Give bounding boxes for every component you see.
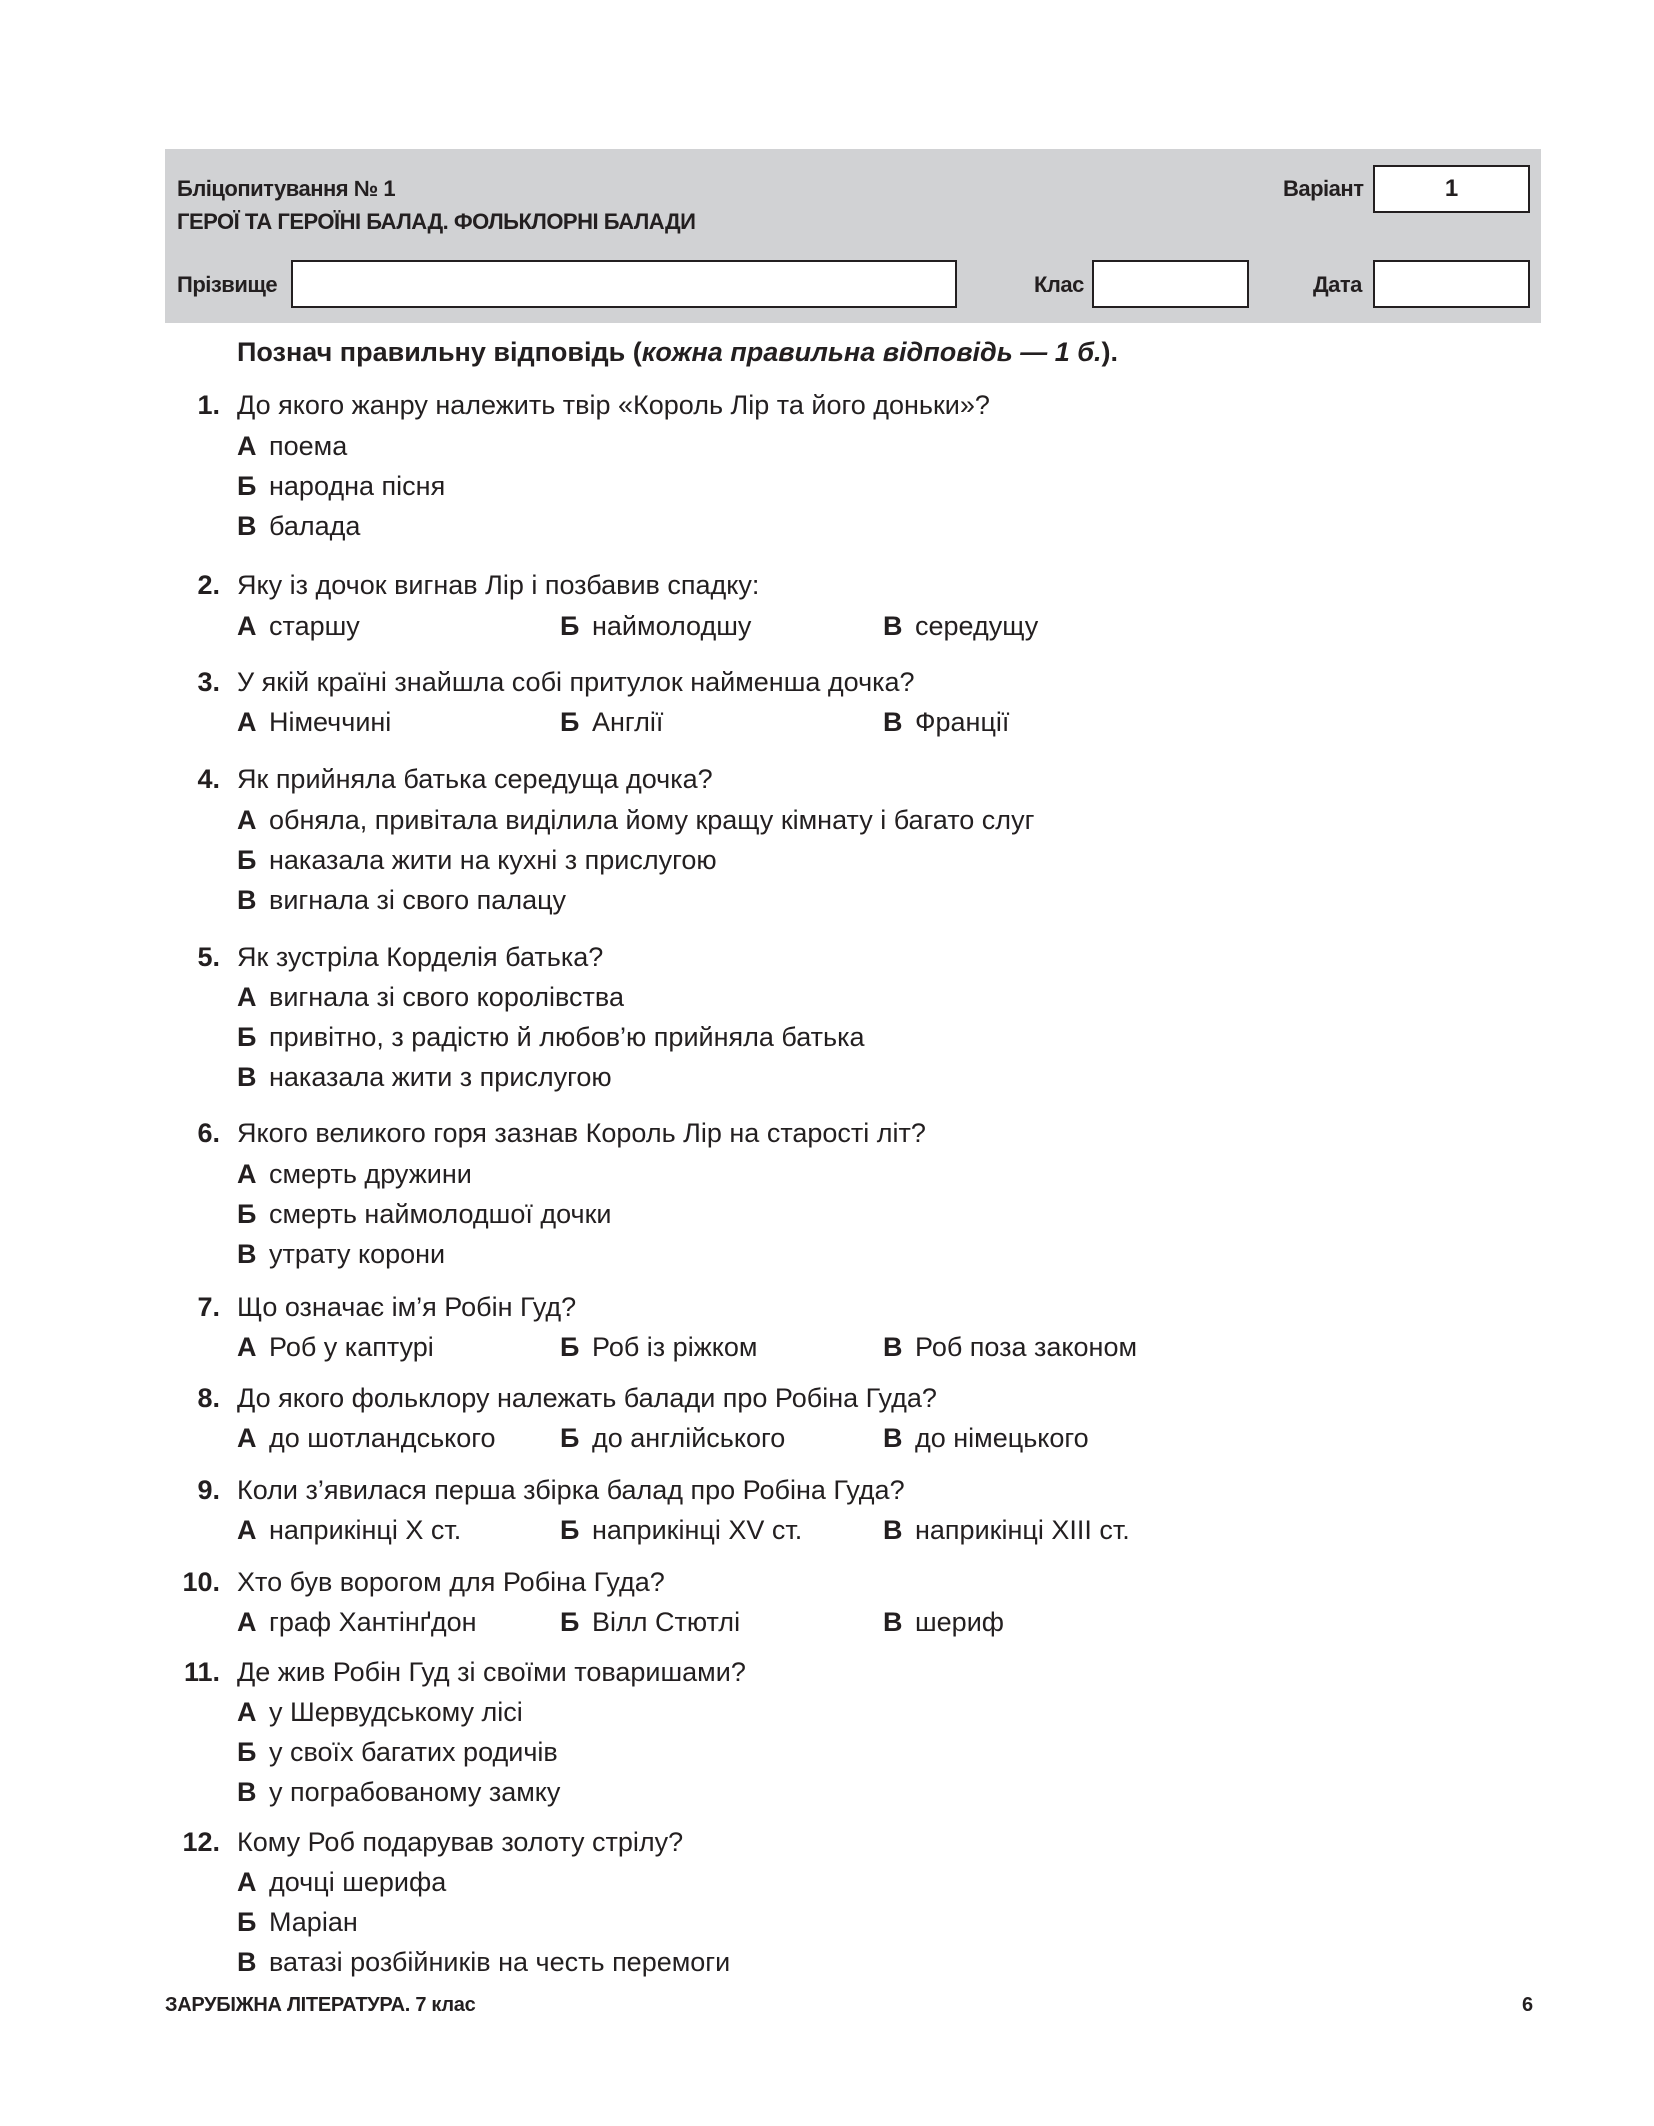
- answer-option[interactable]: [237, 1237, 445, 1271]
- option-text: обняла, привітала виділила йому кращу кімнату і багато слуг: [269, 805, 1035, 835]
- option-letter: Б: [237, 845, 257, 875]
- instruction-main: Познач правильну відповідь (: [237, 337, 642, 367]
- option-letter: А: [237, 431, 257, 461]
- option-letter: А: [237, 1332, 257, 1362]
- option-text: наказала жити на кухні з прислугою: [269, 845, 717, 875]
- answer-option[interactable]: [237, 1197, 611, 1231]
- question-number: 1.: [197, 390, 220, 420]
- option-text: наприкінці XIII ст.: [915, 1515, 1130, 1545]
- option-letter: В: [883, 1423, 903, 1453]
- option-text: середущу: [915, 611, 1039, 641]
- answer-option[interactable]: [237, 1735, 558, 1769]
- option-letter: В: [237, 511, 257, 541]
- option-text: до шотландського: [269, 1423, 496, 1453]
- question-number: 7.: [197, 1292, 220, 1322]
- option-letter: Б: [237, 1907, 257, 1937]
- option-letter: А: [237, 1423, 257, 1453]
- answer-option[interactable]: [237, 609, 360, 643]
- option-letter: В: [237, 1062, 257, 1092]
- option-letter: В: [883, 1607, 903, 1637]
- option-letter: А: [237, 707, 257, 737]
- option-text: наказала жити з прислугою: [269, 1062, 612, 1092]
- question-text: Хто був ворогом для Робіна Гуда?: [237, 1567, 665, 1597]
- option-letter: А: [237, 982, 257, 1012]
- question-number: 12.: [182, 1827, 220, 1857]
- answer-option[interactable]: [237, 1020, 865, 1054]
- answer-option[interactable]: [237, 1157, 472, 1191]
- option-letter: А: [237, 805, 257, 835]
- answer-option[interactable]: [237, 1605, 477, 1639]
- question-number: 11.: [183, 1657, 220, 1687]
- question-text: У якій країні знайшла собі притулок найменша дочка?: [237, 667, 915, 697]
- question-text: Де жив Робін Гуд зі своїми товаришами?: [237, 1657, 746, 1687]
- option-text: Роб поза законом: [915, 1332, 1138, 1362]
- date-field[interactable]: [1373, 260, 1530, 308]
- option-letter: Б: [560, 1607, 580, 1637]
- answer-option[interactable]: [560, 1421, 785, 1455]
- option-letter: Б: [237, 1199, 257, 1229]
- option-letter: В: [883, 1515, 903, 1545]
- option-letter: В: [883, 1332, 903, 1362]
- option-text: поема: [269, 431, 348, 461]
- answer-option[interactable]: [237, 469, 445, 503]
- question-number: 6.: [197, 1118, 220, 1148]
- instruction: [237, 337, 1118, 368]
- answer-option[interactable]: [560, 1605, 740, 1639]
- question-text: Яку із дочок вигнав Лір і позбавив спадку:: [237, 570, 760, 600]
- date-label: Дата: [1313, 272, 1362, 297]
- instruction-end: ).: [1101, 337, 1118, 367]
- answer-option[interactable]: [883, 705, 1009, 739]
- answer-option[interactable]: [237, 1421, 496, 1455]
- answer-option[interactable]: [237, 1775, 560, 1809]
- question-text: Як зустріла Корделія батька?: [237, 942, 604, 972]
- option-text: вигнала зі свого королівства: [269, 982, 624, 1012]
- surname-label: Прізвище: [177, 272, 278, 297]
- question-number: 3.: [197, 667, 220, 697]
- answer-option[interactable]: [237, 1695, 523, 1729]
- option-text: народна пісня: [269, 471, 446, 501]
- answer-option[interactable]: [237, 1945, 730, 1979]
- option-text: ватазі розбійників на честь перемоги: [269, 1947, 731, 1977]
- answer-option[interactable]: [237, 980, 624, 1014]
- option-text: Німеччині: [269, 707, 392, 737]
- answer-option[interactable]: [883, 1421, 1089, 1455]
- option-letter: В: [237, 1239, 257, 1269]
- option-letter: Б: [560, 707, 580, 737]
- question-number: 9.: [197, 1475, 220, 1505]
- page-number: 6: [1522, 1994, 1534, 2016]
- option-letter: А: [237, 1867, 257, 1897]
- class-field[interactable]: [1092, 260, 1249, 308]
- question-text: До якого жанру належить твір «Король Лір та його доньки»?: [237, 390, 990, 420]
- option-letter: В: [883, 611, 903, 641]
- footer-subject: ЗАРУБІЖНА ЛІТЕРАТУРА. 7 клас: [165, 1994, 476, 2016]
- option-letter: В: [237, 885, 257, 915]
- question-text: Кому Роб подарував золоту стрілу?: [237, 1827, 684, 1857]
- answer-option[interactable]: [237, 1060, 612, 1094]
- option-text: шериф: [915, 1607, 1004, 1637]
- option-letter: Б: [560, 611, 580, 641]
- class-label: Клас: [1034, 272, 1084, 297]
- answer-option[interactable]: [237, 705, 391, 739]
- answer-option[interactable]: [237, 1330, 434, 1364]
- question-text: Коли з’явилася перша збірка балад про Робіна Гуда?: [237, 1475, 905, 1505]
- answer-option[interactable]: [237, 1905, 358, 1939]
- answer-option[interactable]: [883, 1330, 1137, 1364]
- answer-option[interactable]: [237, 1865, 446, 1899]
- option-text: граф Хантінґдон: [269, 1607, 477, 1637]
- option-text: Франції: [915, 707, 1010, 737]
- option-text: смерть дружини: [269, 1159, 472, 1189]
- option-letter: Б: [560, 1515, 580, 1545]
- question-number: 2.: [197, 570, 220, 600]
- option-letter: Б: [237, 1022, 257, 1052]
- answer-option[interactable]: [560, 705, 663, 739]
- answer-option[interactable]: [560, 1330, 757, 1364]
- answer-option[interactable]: [237, 509, 360, 543]
- option-text: Вілл Стютлі: [592, 1607, 741, 1637]
- answer-option[interactable]: [237, 843, 717, 877]
- option-text: Роб із ріжком: [592, 1332, 758, 1362]
- question-text: До якого фольклору належать балади про Робіна Гуда?: [237, 1383, 937, 1413]
- option-letter: А: [237, 1515, 257, 1545]
- question-number: 8.: [197, 1383, 220, 1413]
- option-text: у Шервудському лісі: [269, 1697, 523, 1727]
- option-text: наймолодшу: [592, 611, 752, 641]
- answer-option[interactable]: [237, 803, 1034, 837]
- answer-option[interactable]: [883, 1605, 1004, 1639]
- option-letter: А: [237, 1607, 257, 1637]
- question-number: 10.: [182, 1567, 220, 1597]
- surname-field[interactable]: [291, 260, 957, 308]
- answer-option[interactable]: [560, 1513, 802, 1547]
- option-text: вигнала зі свого палацу: [269, 885, 567, 915]
- variant-box: [1373, 165, 1530, 213]
- answer-option[interactable]: [883, 1513, 1130, 1547]
- option-text: дочці шерифа: [269, 1867, 447, 1897]
- option-letter: Б: [237, 471, 257, 501]
- quiz-title: Бліцопитування № 1: [177, 176, 396, 201]
- option-text: Роб у каптурі: [269, 1332, 434, 1362]
- option-text: у своїх багатих родичів: [269, 1737, 558, 1767]
- option-letter: Б: [560, 1332, 580, 1362]
- question-number: 5.: [197, 942, 220, 972]
- question-text: Що означає ім’я Робін Гуд?: [237, 1292, 577, 1322]
- variant-value: 1: [1444, 175, 1459, 202]
- question-number: 4.: [197, 764, 220, 794]
- option-text: у пограбованому замку: [269, 1777, 561, 1807]
- option-text: Маріан: [269, 1907, 358, 1937]
- option-text: наприкінці XV ст.: [592, 1515, 803, 1545]
- option-text: смерть наймолодшої дочки: [269, 1199, 612, 1229]
- option-letter: А: [237, 1159, 257, 1189]
- answer-option[interactable]: [883, 609, 1038, 643]
- option-text: наприкінці X ст.: [269, 1515, 462, 1545]
- option-text: до англійського: [592, 1423, 786, 1453]
- option-letter: Б: [560, 1423, 580, 1453]
- answer-option[interactable]: [237, 883, 566, 917]
- variant-label: Варіант: [1283, 176, 1364, 201]
- option-letter: А: [237, 611, 257, 641]
- question-text: Як прийняла батька середуща дочка?: [237, 764, 713, 794]
- answer-option[interactable]: [237, 1513, 461, 1547]
- option-text: утрату корони: [269, 1239, 446, 1269]
- topic-title: ГЕРОЇ ТА ГЕРОЇНІ БАЛАД. ФОЛЬКЛОРНІ БАЛАДИ: [177, 209, 696, 234]
- option-letter: В: [883, 707, 903, 737]
- answer-option[interactable]: [560, 609, 751, 643]
- instruction-italic: кожна правильна відповідь — 1 б.: [641, 337, 1102, 367]
- option-letter: В: [237, 1947, 257, 1977]
- option-letter: А: [237, 1697, 257, 1727]
- option-text: Англії: [592, 707, 664, 737]
- option-letter: В: [237, 1777, 257, 1807]
- option-text: балада: [269, 511, 361, 541]
- option-text: старшу: [269, 611, 360, 641]
- option-text: до німецького: [915, 1423, 1089, 1453]
- option-text: привітно, з радістю й любов’ю прийняла батька: [269, 1022, 865, 1052]
- answer-option[interactable]: [237, 429, 347, 463]
- option-letter: Б: [237, 1737, 257, 1767]
- question-text: Якого великого горя зазнав Король Лір на старості літ?: [237, 1118, 926, 1148]
